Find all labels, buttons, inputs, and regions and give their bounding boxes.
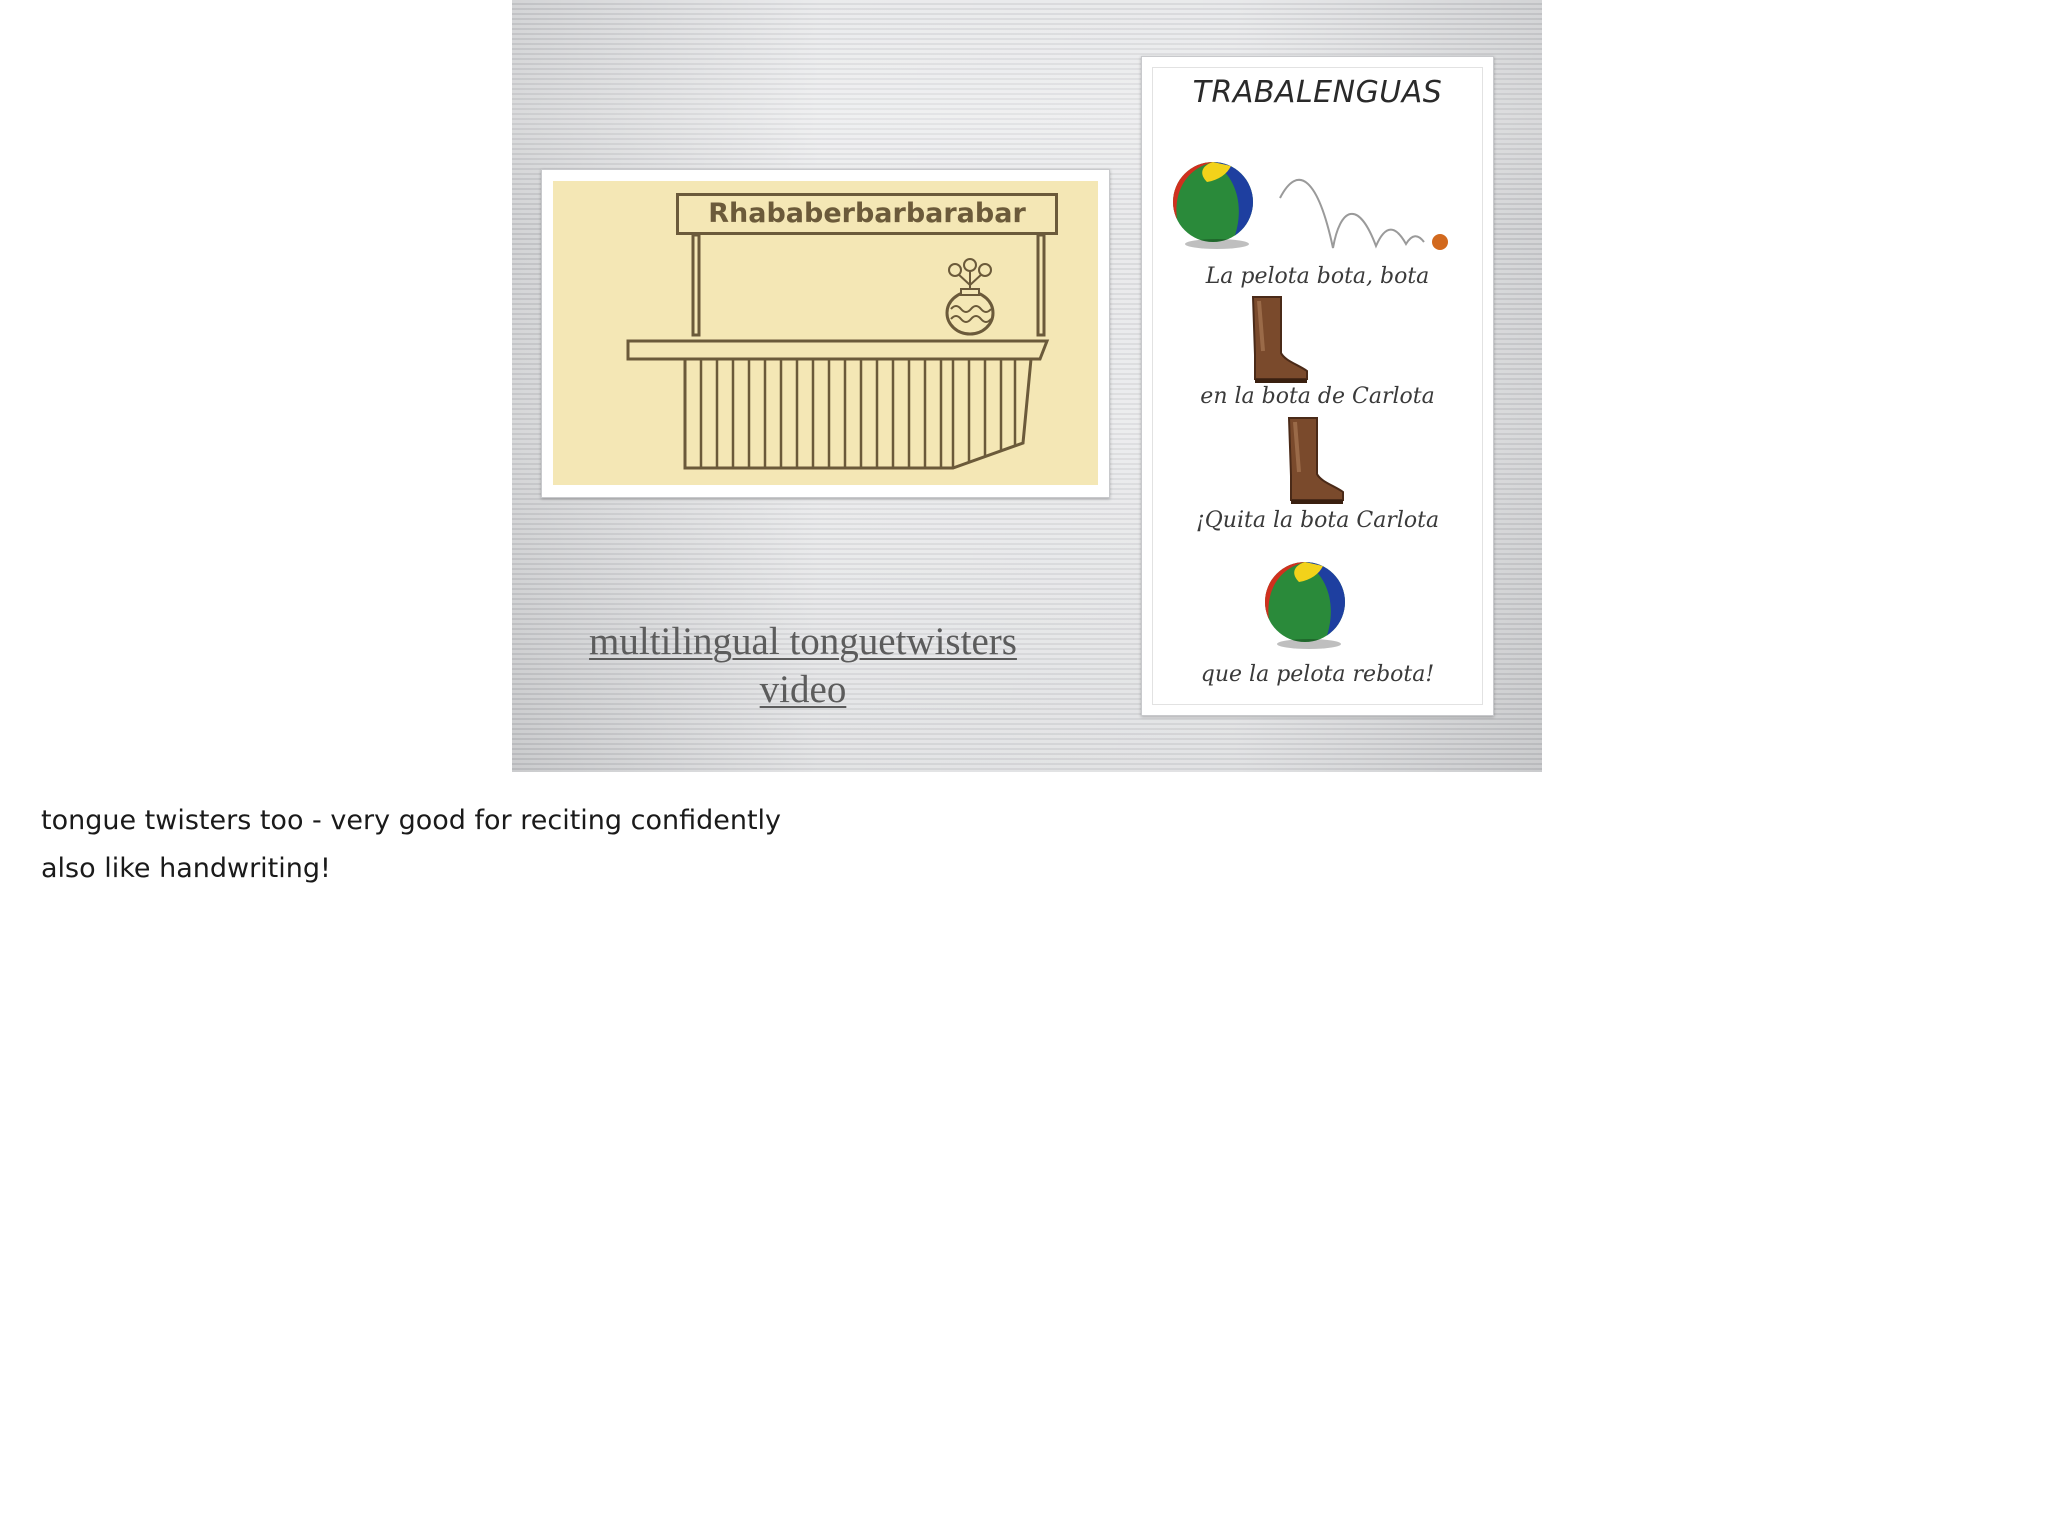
video-link-line2[interactable]: video: [759, 668, 847, 711]
boot-icon: [1241, 295, 1321, 385]
video-link-line1[interactable]: multilingual tonguetwisters: [589, 620, 1017, 663]
tongue-twister-card: [1141, 56, 1494, 716]
market-stand-illustration: [553, 181, 1098, 485]
slide: [512, 0, 1542, 772]
stand-sign: Rhababerbarbarabar: [676, 193, 1058, 235]
verse-1: La pelota bota, bota: [1205, 264, 1430, 289]
card-title: TRABALENGUAS: [1192, 75, 1443, 110]
presenter-notes: [41, 801, 1941, 897]
beach-ball-icon: [1263, 560, 1353, 650]
verse-2: en la bota de Carlota: [1200, 384, 1435, 409]
boot-icon: [1277, 416, 1357, 506]
flower-vase-icon: [947, 259, 993, 334]
video-link[interactable]: [536, 618, 1070, 714]
video-thumbnail[interactable]: [541, 169, 1110, 498]
bounce-path-icon: [1278, 168, 1458, 258]
video-still: [553, 181, 1098, 485]
card-inner: [1152, 67, 1483, 705]
verse-4: que la pelota rebota!: [1200, 662, 1435, 687]
beach-ball-icon: [1171, 160, 1261, 250]
note-line-1: tongue twisters too - very good for reciting confidently: [41, 805, 782, 836]
verse-3: ¡Quita la bota Carlota: [1195, 508, 1440, 533]
note-line-2: also like handwriting!: [41, 853, 331, 884]
